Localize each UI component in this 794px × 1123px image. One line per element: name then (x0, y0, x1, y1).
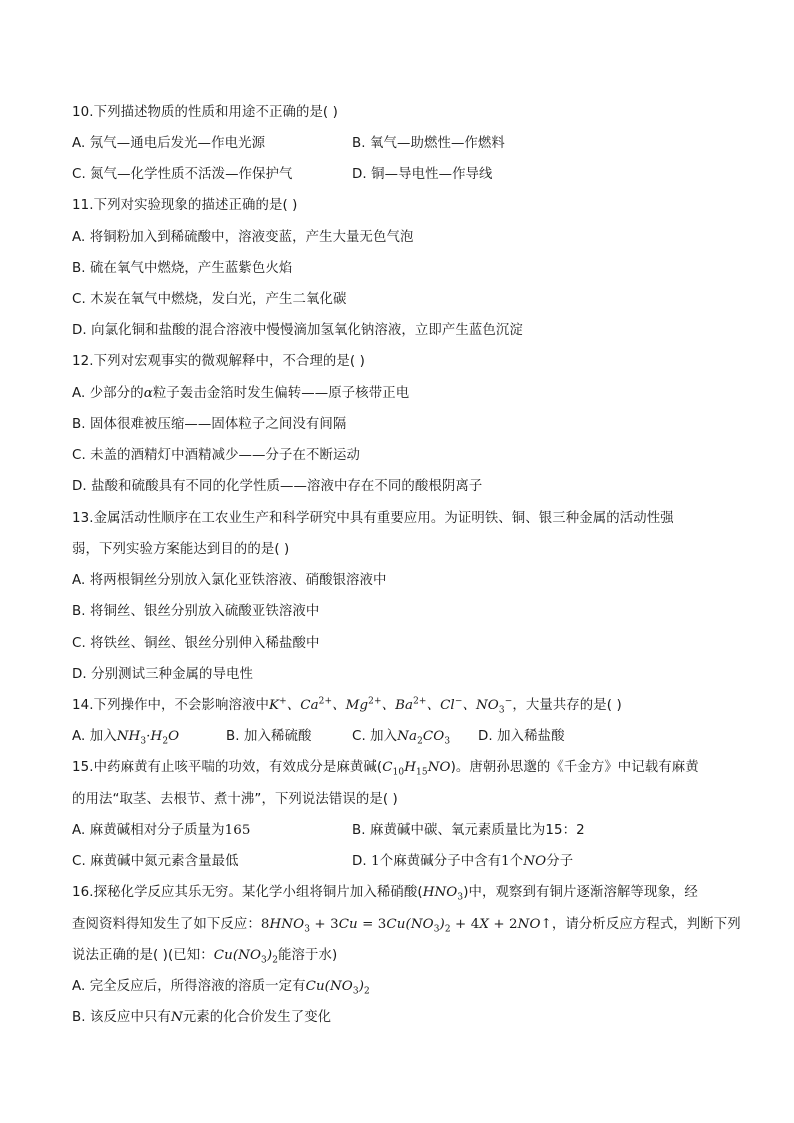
q12-option-a: A. 少部分的α粒子轰击金箔时发生偏转——原子核带正电 (72, 386, 410, 401)
q14-option-c: C. 加入$Na_2CO_3$ (352, 729, 451, 747)
q14-stem: 14.下列操作中，不会影响溶液中K+、$Ca^{2+}$、$Mg^{2+}$、$Ba^{2+}$、Cl−、$NO_3^-$，大量共存的是( ) (72, 696, 622, 716)
reaction-equation: $8HNO_3 + 3Cu = 3Cu(NO_3)_2 + 4X$ + 2NO↑ (260, 917, 552, 935)
q14-option-d: D. 加入稀盐酸 (478, 729, 565, 744)
q13-option-a: A. 将两根铜丝分别放入氯化亚铁溶液、硝酸银溶液中 (72, 573, 387, 588)
q11-stem: 11.下列对实验现象的描述正确的是( ) (72, 198, 298, 213)
q16-stem-line2: 查阅资料得知发生了如下反应：$8HNO_3 + 3Cu = 3Cu(NO_3)_2 + 4X$ + 2NO↑，请分析反应方程式，判断下列 (72, 917, 741, 935)
q15-option-c: C. 麻黄碱中氮元素含量最低 (72, 854, 239, 869)
q14-option-b: B. 加入稀硫酸 (226, 729, 312, 744)
q13-stem-line2: 弱，下列实验方案能达到目的的是( ) (72, 542, 290, 557)
q10-option-b: B. 氧气—助燃性—作燃料 (352, 136, 505, 151)
q12-stem: 12.下列对宏观事实的微观解释中，不合理的是( ) (72, 354, 365, 369)
q15-option-d: D. 1个麻黄碱分子中含有1个NO分子 (352, 854, 574, 869)
q16-stem-line1: 16.探秘化学反应其乐无穷。某化学小组将铜片加入稀硝酸$(HNO_3)$中，观察到有铜片逐渐溶解等现象，经 (72, 885, 698, 903)
q10-option-a: A. 氖气—通电后发光—作电光源 (72, 136, 266, 151)
q15-option-a: A. 麻黄碱相对分子质量为165 (72, 823, 251, 838)
q16-option-a: A. 完全反应后，所得溶液的溶质一定有$Cu(NO_3)_2$ (72, 979, 370, 997)
q11-option-d: D. 向氯化铜和盐酸的混合溶液中慢慢滴加氢氧化钠溶液，立即产生蓝色沉淀 (72, 323, 523, 338)
q14-option-a: A. 加入$NH_3\cdot H_2O$ (72, 729, 180, 747)
q11-option-c: C. 木炭在氧气中燃烧，发白光，产生二氧化碳 (72, 292, 347, 307)
q15-stem-line1: 15.中药麻黄有止咳平喘的功效，有效成分是麻黄碱$(C_{10}H_{15}NO)$。唐朝孙思邈的《千金方》中记载有麻黄 (72, 760, 699, 778)
q10-stem: 10.下列描述物质的性质和用途不正确的是( ) (72, 105, 338, 120)
q16-option-b: B. 该反应中只有N元素的化合价发生了变化 (72, 1010, 332, 1025)
q11-option-a: A. 将铜粉加入到稀硫酸中，溶液变蓝，产生大量无色气泡 (72, 230, 414, 245)
q13-option-d: D. 分别测试三种金属的导电性 (72, 667, 254, 682)
q12-option-d: D. 盐酸和硫酸具有不同的化学性质——溶液中存在不同的酸根阴离子 (72, 479, 483, 494)
q15-stem-line2: 的用法“取茎、去根节、煮十沸”，下列说法错误的是( ) (72, 792, 398, 807)
q11-option-b: B. 硫在氧气中燃烧，产生蓝紫色火焰 (72, 261, 293, 276)
q15-option-b: B. 麻黄碱中碳、氧元素质量比为15：2 (352, 823, 585, 838)
alpha-symbol: α (143, 386, 153, 401)
q13-option-b: B. 将铜丝、银丝分别放入硫酸亚铁溶液中 (72, 604, 320, 619)
q12-option-c: C. 未盖的酒精灯中酒精减少——分子在不断运动 (72, 448, 360, 463)
q16-stem-line3: 说法正确的是( )(已知：$Cu(NO_3)_2$能溶于水) (72, 948, 338, 966)
q13-stem-line1: 13.金属活动性顺序在工农业生产和科学研究中具有重要应用。为证明铁、铜、银三种金属的活动性强 (72, 511, 674, 526)
q10-option-c: C. 氮气—化学性质不活泼—作保护气 (72, 167, 293, 182)
q13-option-c: C. 将铁丝、铜丝、银丝分别伸入稀盐酸中 (72, 636, 320, 651)
q12-option-b: B. 固体很难被压缩——固体粒子之间没有间隔 (72, 417, 347, 432)
q10-option-d: D. 铜—导电性—作导线 (352, 167, 493, 182)
ion-list: K+、$Ca^{2+}$、$Mg^{2+}$、$Ba^{2+}$、Cl−、$NO_3^-$ (268, 696, 513, 716)
